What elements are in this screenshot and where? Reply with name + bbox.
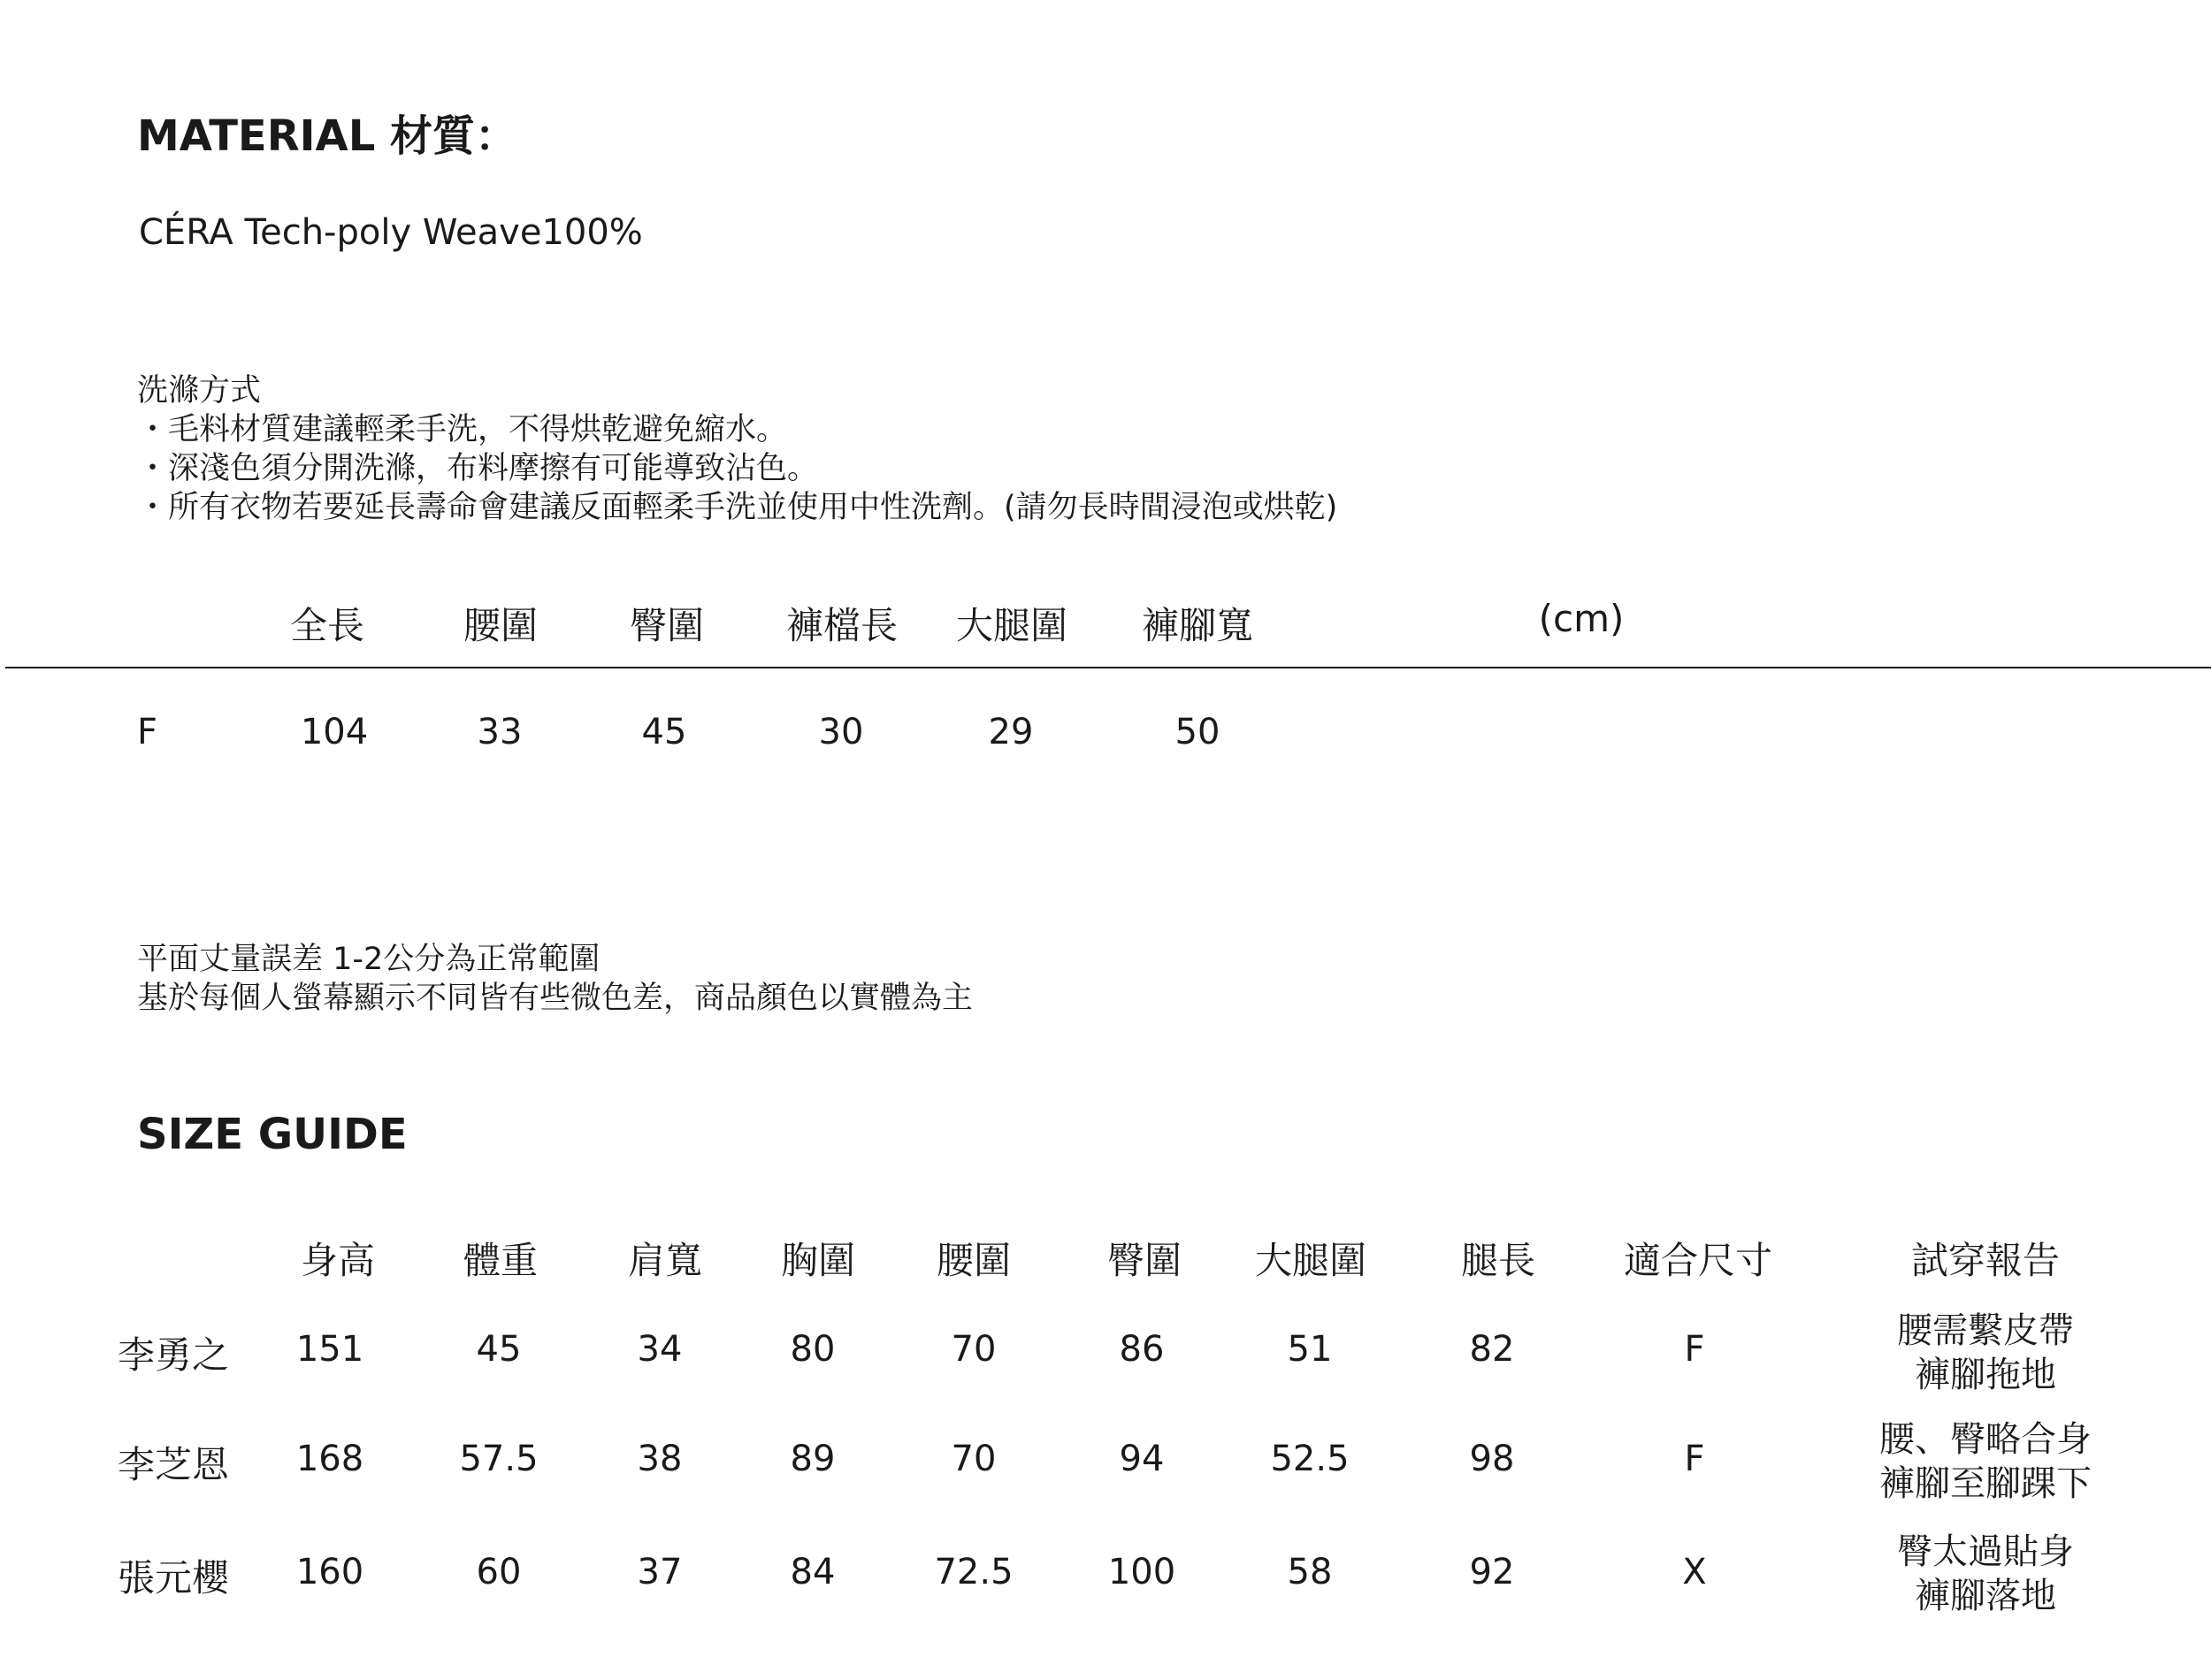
guide-value: 151 bbox=[295, 1329, 364, 1370]
guide-header: 肩寬 bbox=[627, 1239, 703, 1282]
guide-header: 腿長 bbox=[1460, 1239, 1536, 1282]
guide-header: 腰圍 bbox=[936, 1239, 1012, 1282]
guide-value: 70 bbox=[951, 1329, 997, 1370]
measure-value: 50 bbox=[1174, 712, 1220, 752]
guide-value: 51 bbox=[1287, 1329, 1333, 1370]
fit-report-line: 褲腳至腳踝下 bbox=[1879, 1463, 2092, 1504]
material-composition: CÉRA Tech-poly Weave100% bbox=[139, 212, 643, 253]
guide-value: 92 bbox=[1469, 1552, 1515, 1592]
care-title: 洗滌方式 bbox=[137, 373, 262, 409]
fit-report-line: 腰、臀略合身 bbox=[1879, 1419, 2092, 1460]
guide-value: 160 bbox=[295, 1552, 364, 1592]
measure-header: 全長 bbox=[289, 604, 365, 647]
guide-value: 100 bbox=[1107, 1552, 1176, 1592]
fit-report-line: 褲腳落地 bbox=[1915, 1576, 2056, 1616]
guide-header: 適合尺寸 bbox=[1623, 1239, 1773, 1282]
measure-header: 臀圍 bbox=[629, 604, 705, 647]
measure-value: 29 bbox=[988, 712, 1034, 752]
guide-value: 168 bbox=[295, 1439, 364, 1479]
guide-value: 52.5 bbox=[1270, 1439, 1350, 1479]
model-name: 張元櫻 bbox=[118, 1556, 230, 1600]
fit-report bbox=[1879, 1417, 2092, 1506]
guide-value: 38 bbox=[637, 1439, 683, 1479]
guide-value: 60 bbox=[476, 1552, 522, 1592]
guide-header: 臀圍 bbox=[1106, 1239, 1182, 1282]
measure-value: 45 bbox=[641, 712, 687, 752]
measure-value: 33 bbox=[477, 712, 523, 752]
guide-fit-size: F bbox=[1684, 1439, 1705, 1479]
guide-value: 45 bbox=[476, 1329, 522, 1370]
guide-header: 大腿圍 bbox=[1254, 1239, 1367, 1282]
measure-header: 大腿圍 bbox=[955, 604, 1068, 647]
guide-header: 胸圍 bbox=[780, 1239, 856, 1282]
guide-value: 70 bbox=[951, 1439, 997, 1479]
guide-value: 58 bbox=[1287, 1552, 1333, 1592]
guide-value: 89 bbox=[790, 1439, 836, 1479]
fit-report-line: 褲腳拖地 bbox=[1915, 1355, 2056, 1395]
measure-unit: (cm) bbox=[1538, 597, 1625, 640]
care-line: ・毛料材質建議輕柔手洗，不得烘乾避免縮水。 bbox=[137, 412, 788, 447]
fit-report bbox=[1897, 1530, 2074, 1618]
guide-value: 34 bbox=[637, 1329, 683, 1370]
guide-value: 98 bbox=[1469, 1439, 1515, 1479]
note-line: 基於每個人螢幕顯示不同皆有些微色差，商品顏色以實體為主 bbox=[137, 981, 974, 1016]
measure-value: 104 bbox=[300, 712, 369, 752]
measure-header: 褲檔長 bbox=[785, 604, 899, 647]
model-name: 李芝恩 bbox=[118, 1443, 230, 1486]
care-line: ・所有衣物若要延長壽命會建議反面輕柔手洗並使用中性洗劑。(請勿長時間浸泡或烘乾) bbox=[137, 490, 1338, 525]
guide-value: 94 bbox=[1119, 1439, 1165, 1479]
guide-value: 82 bbox=[1469, 1329, 1515, 1370]
measure-header: 腰圍 bbox=[463, 604, 539, 647]
guide-value: 37 bbox=[637, 1552, 683, 1592]
guide-header: 體重 bbox=[463, 1239, 539, 1282]
note-line: 平面丈量誤差 1-2公分為正常範圍 bbox=[137, 942, 601, 977]
guide-value: 80 bbox=[790, 1329, 836, 1370]
measure-header: 褲腳寬 bbox=[1141, 604, 1254, 647]
model-name: 李勇之 bbox=[118, 1333, 230, 1377]
guide-value: 86 bbox=[1119, 1329, 1165, 1370]
size-guide-heading: SIZE GUIDE bbox=[137, 1110, 408, 1159]
guide-value: 57.5 bbox=[459, 1439, 539, 1479]
guide-header: 身高 bbox=[300, 1239, 376, 1282]
measure-size-label: F bbox=[137, 712, 158, 752]
care-line: ・深淺色須分開洗滌，布料摩擦有可能導致沾色。 bbox=[137, 451, 819, 486]
fit-report-line: 腰需繫皮帶 bbox=[1897, 1310, 2074, 1351]
material-heading: MATERIAL 材質： bbox=[137, 111, 517, 161]
guide-fit-size: F bbox=[1684, 1329, 1705, 1370]
measure-value: 30 bbox=[818, 712, 864, 752]
fit-report-line: 臀太過貼身 bbox=[1897, 1531, 2074, 1572]
fit-report bbox=[1897, 1309, 2074, 1397]
guide-fit-size: X bbox=[1682, 1552, 1707, 1592]
guide-value: 72.5 bbox=[934, 1552, 1014, 1592]
guide-header: 試穿報告 bbox=[1910, 1239, 2061, 1282]
table-divider bbox=[5, 667, 2211, 668]
guide-value: 84 bbox=[790, 1552, 836, 1592]
